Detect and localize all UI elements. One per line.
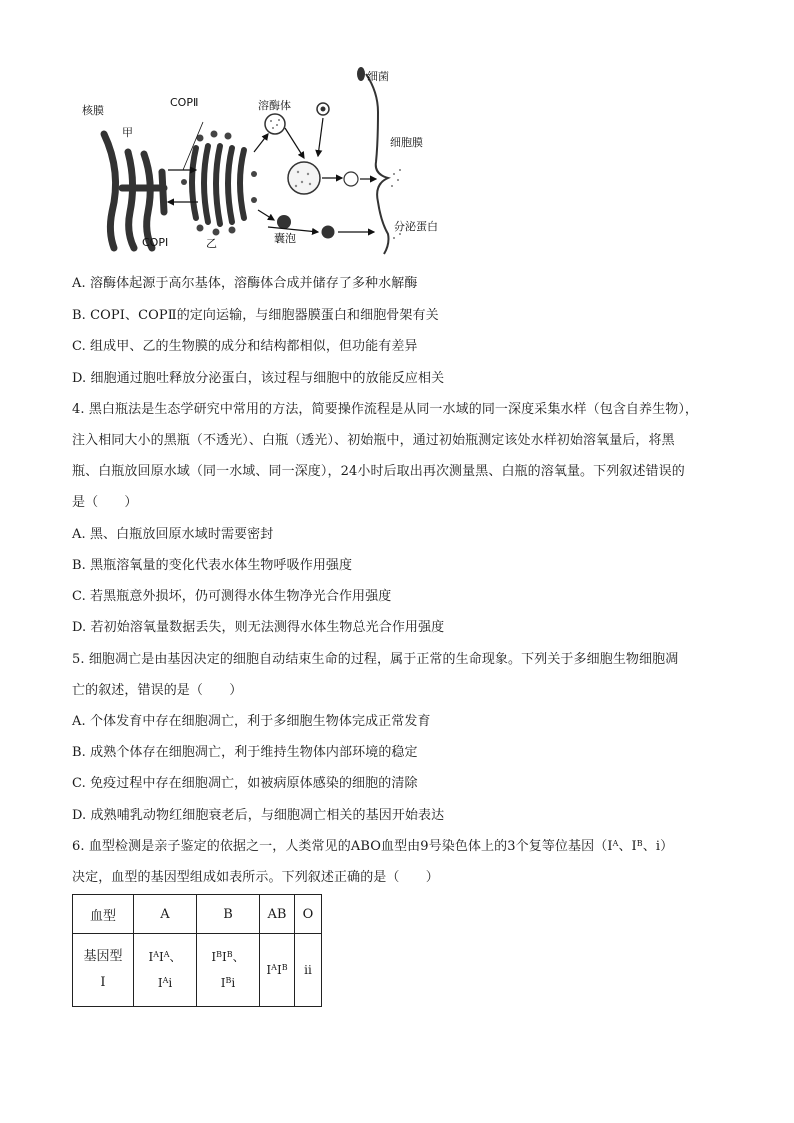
- label-bacteria: 细菌: [367, 70, 389, 83]
- label-vesicle: 囊泡: [274, 232, 296, 245]
- table-header-cell: A: [134, 895, 197, 934]
- q3-option-d: D. 细胞通过胞吐释放分泌蛋白，该过程与细胞中的放能反应相关: [72, 371, 445, 386]
- table-header-cell: B: [197, 895, 260, 934]
- q5-option-a: A. 个体发育中存在细胞凋亡，利于多细胞生物体完成正常发育: [72, 714, 431, 729]
- row-label-line-2: I: [100, 975, 106, 990]
- label-yi: 乙: [206, 237, 217, 250]
- q3-option-a: A. 溶酶体起源于高尔基体，溶酶体合成并储存了多种水解酶: [72, 276, 418, 291]
- q4-option-d: D. 若初始溶氧量数据丢失，则无法测得水体生物总光合作用强度: [72, 620, 445, 635]
- q6-sup-b: B: [636, 839, 643, 848]
- table-cell-type-b: $I^BI^B$、 $I^Bi$: [197, 934, 260, 1007]
- table-cell-type-a: $I^AI^A$、 $I^Ai$: [134, 934, 197, 1007]
- q5-stem-line-1: 5. 细胞凋亡是由基因决定的细胞自动结束生命的过程，属于正常的生命现象。下列关于多细胞生物细胞凋: [72, 652, 679, 667]
- row-label-line-1: 基因型: [83, 949, 123, 964]
- label-lysosome: 溶酶体: [258, 99, 291, 112]
- table-header-cell: O: [295, 895, 322, 934]
- table-header-cell: AB: [260, 895, 295, 934]
- label-secretory-protein: 分泌蛋白: [394, 220, 438, 233]
- q6-stem-line-1: [72, 838, 673, 856]
- label-copII: COPⅡ: [170, 96, 199, 109]
- q6-stem-line-2: 决定，血型的基因型组成如表所示。下列叙述正确的是（ ）: [72, 870, 439, 885]
- er-structure: [104, 134, 164, 248]
- blood-type-table: [72, 894, 322, 1007]
- q4-stem-line-2: 注入相同大小的黑瓶（不透光）、白瓶（透光）、初始瓶中，通过初始瓶测定该处水样初始溶氧量后，将黑: [72, 433, 675, 448]
- q4-option-b: B. 黑瓶溶氧量的变化代表水体生物呼吸作用强度: [72, 558, 353, 573]
- label-cell-membrane: 细胞膜: [390, 136, 423, 149]
- q5-option-b: B. 成熟个体存在细胞凋亡，利于维持生物体内部环境的稳定: [72, 745, 418, 760]
- q6-sup-a: A: [612, 839, 619, 848]
- golgi-stack: [192, 146, 244, 224]
- table-header-cell: 血型: [73, 895, 134, 934]
- cell-diagram-svg: [78, 62, 438, 257]
- table-cell-type-ab: $I^AI^B$: [260, 934, 295, 1007]
- table-row: [73, 934, 322, 1007]
- q4-stem-line-1: 4. 黑白瓶法是生态学研究中常用的方法，简要操作流程是从同一水域的同一深度采集水样（包含自养生物），: [72, 402, 699, 417]
- q3-option-c: C. 组成甲、乙的生物膜的成分和结构都相似，但功能有差异: [72, 339, 418, 354]
- q3-option-b: B. COPⅠ、COPⅡ的定向运输，与细胞器膜蛋白和细胞骨架有关: [72, 308, 439, 323]
- q4-stem-line-3: 瓶、白瓶放回原水域（同一水域、同一深度），24小时后取出再次测量黑、白瓶的溶氧量。下列叙述错误的: [72, 464, 685, 479]
- q6-stem-part-a: 6. 血型检测是亲子鉴定的依据之一，人类常见的ABO血型由9号染色体上的3个复等位基因（I: [72, 839, 613, 854]
- q5-option-d: D. 成熟哺乳动物红细胞衰老后，与细胞凋亡相关的基因开始表达: [72, 808, 445, 823]
- label-jia: 甲: [122, 126, 133, 139]
- label-nuclear-membrane: 核膜: [82, 104, 104, 117]
- table-header-row: [73, 895, 322, 934]
- q5-stem-line-2: 亡的叙述，错误的是（ ）: [72, 683, 243, 698]
- table-row-label: [73, 934, 134, 1007]
- table-cell-type-o: ii: [295, 934, 322, 1007]
- q6-stem-part-b: 、I: [618, 839, 637, 854]
- cell-diagram: [78, 62, 438, 257]
- label-copI: COPⅠ: [142, 236, 169, 249]
- q4-option-a: A. 黑、白瓶放回原水域时需要密封: [72, 527, 274, 542]
- q4-stem-line-4: 是（ ）: [72, 495, 138, 510]
- q6-stem-part-c: 、i）: [642, 839, 674, 854]
- q5-option-c: C. 免疫过程中存在细胞凋亡，如被病原体感染的细胞的清除: [72, 776, 418, 791]
- q4-option-c: C. 若黑瓶意外损坏，仍可测得水体生物净光合作用强度: [72, 589, 392, 604]
